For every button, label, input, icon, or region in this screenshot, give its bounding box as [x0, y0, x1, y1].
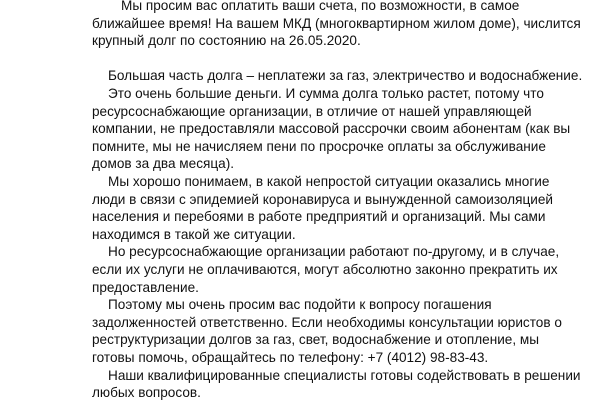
text-line: ближайшее время! На вашем МКД (многоквартирном жилом доме), числится — [92, 15, 581, 31]
text-line: люди в связи с эпидемией коронавируса и вынужденной самоизоляцией — [92, 191, 554, 207]
text-line: крупный долг по состоянию на 26.05.2020. — [92, 33, 361, 49]
paragraph-debt-structure — [0, 67, 600, 173]
text-line: Поэтому мы очень просим вас подойти к вопросу погашения — [108, 297, 492, 313]
text-line: Наши квалифицированные специалисты готовы содействовать в решении — [108, 367, 581, 383]
text-line: если их услуги не оплачиваются, могут абсолютно законно прекратить их — [92, 261, 558, 277]
text-line: Это очень большие деньги. И сумма долга только растет, потому что — [108, 85, 544, 101]
paragraph-specialists — [0, 367, 600, 400]
text-line: Большая часть долга – неплатежи за газ, электричество и водоснабжение. — [108, 68, 583, 84]
paragraph-debt-notice — [0, 0, 600, 50]
text-line: предоставление. — [92, 279, 199, 295]
text-line: помните, мы не начисляем пени по просрочке оплаты за обслуживание — [92, 138, 546, 154]
text-line: задолженностей ответственно. Если необходимы консультации юристов о — [92, 314, 562, 330]
text-line: готовы помочь, обращайтесь по телефону: +7 (4012) 98-83-43. — [92, 349, 489, 365]
text-line: компании, не предоставляли массовой рассрочки своим абонентам (как вы — [92, 121, 571, 137]
text-line: Мы хорошо понимаем, в какой непростой ситуации оказались многие — [108, 174, 550, 189]
text-line: населения и перебоями в работе предприятий и организаций. Мы сами — [92, 209, 546, 225]
text-line: домов за два месяца). — [92, 156, 235, 172]
text-line: находимся в такой же ситуации. — [92, 226, 296, 242]
paragraph-pandemic — [0, 173, 600, 243]
text-line: Но ресурсоснабжающие организации работают по-другому, и в случае, — [108, 244, 560, 260]
text-line: реструктуризации долгов за газ, свет, водоснабжение и отопление, мы — [92, 332, 540, 348]
paragraph-service-suspension — [0, 243, 600, 296]
text-line: Мы просим вас оплатить ваши счета, по возможности, в самое — [121, 0, 520, 13]
text-line: любых вопросов. — [92, 385, 201, 400]
text-line: ресурсоснабжающие организации, в отличие от нашей управляющей — [92, 103, 532, 119]
paragraph-consultation — [0, 296, 600, 366]
